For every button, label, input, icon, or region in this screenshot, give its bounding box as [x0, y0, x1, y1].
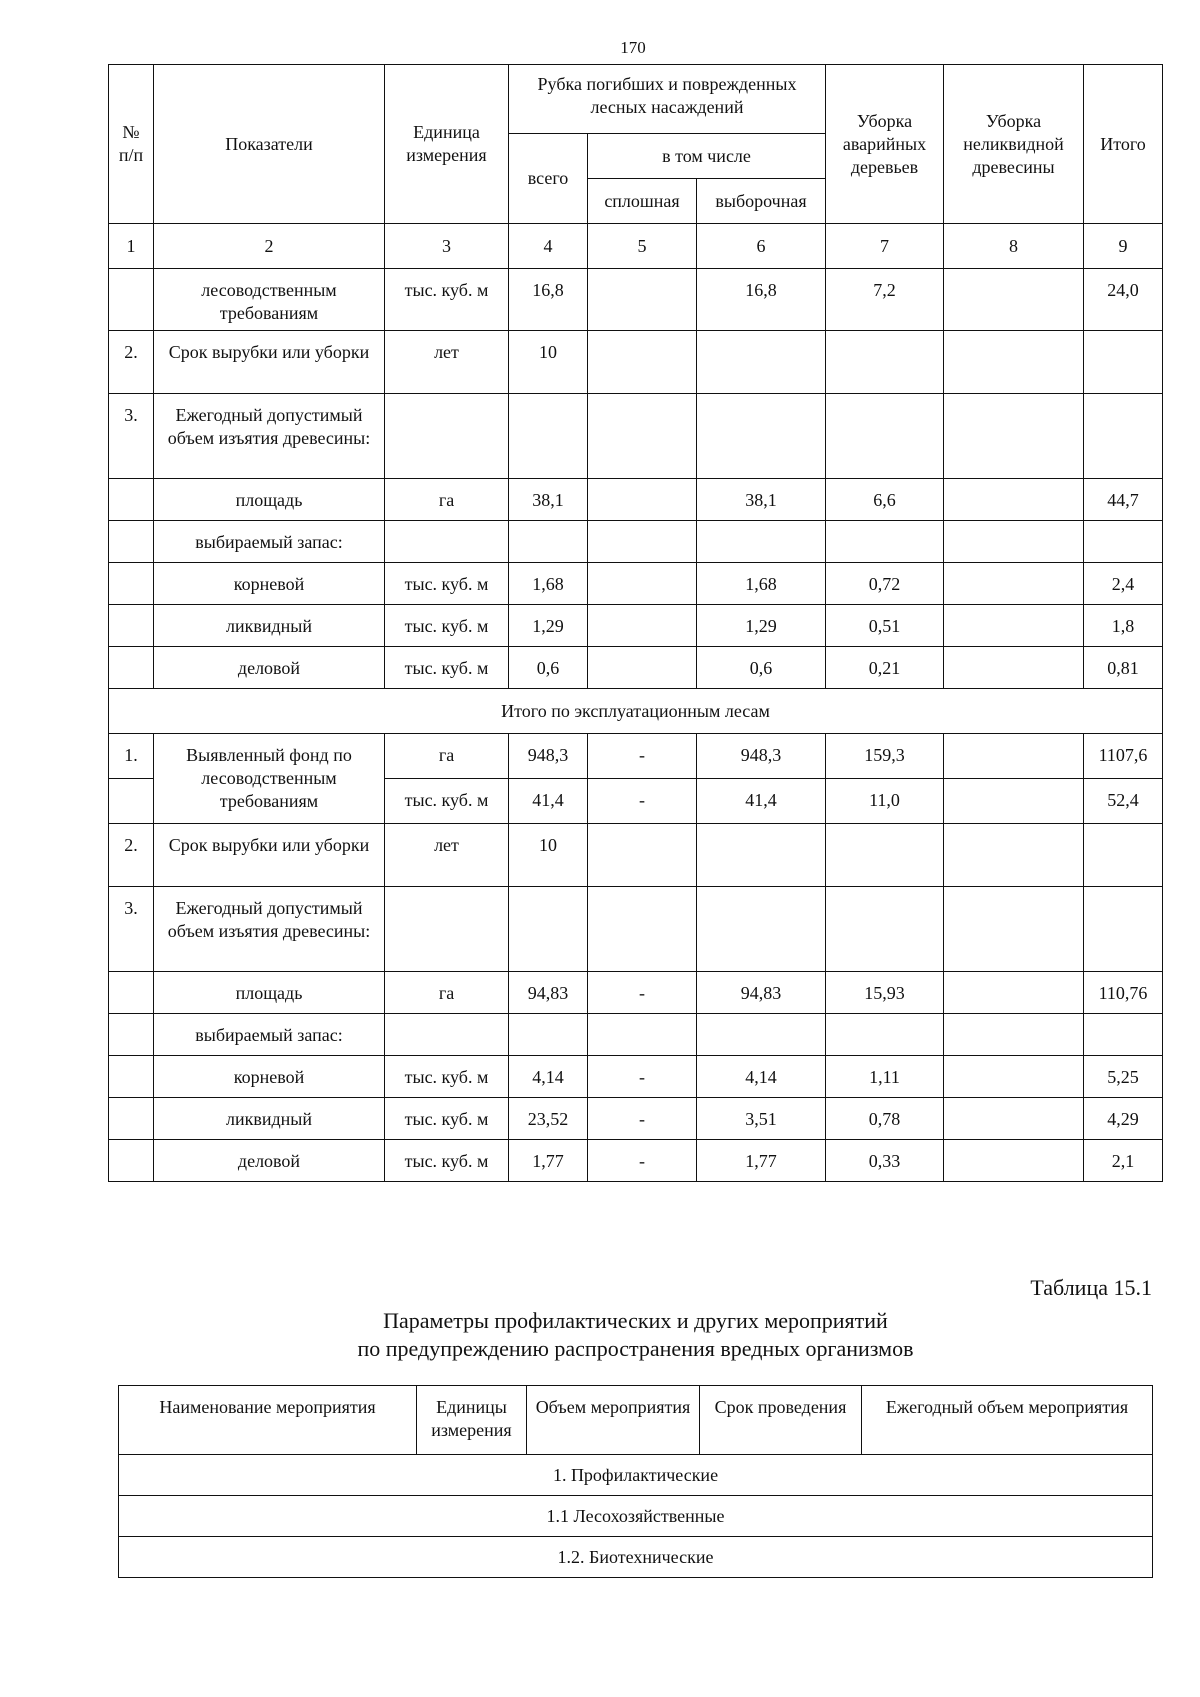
measure-category: 1.2. Биотехнические — [119, 1537, 1153, 1578]
table-row — [109, 1056, 1163, 1098]
row-unit: тыс. куб. м — [385, 1056, 509, 1098]
table-row — [109, 647, 1163, 689]
row-unit: тыс. куб. м — [385, 1140, 509, 1182]
cell-emergency — [826, 887, 944, 972]
header-felling-group: Рубка погибших и поврежденных лесных насаждений — [509, 65, 826, 134]
table-row — [109, 394, 1163, 479]
header-unit: Единица измерения — [385, 65, 509, 224]
header-measure-unit: Единицы измерения — [417, 1386, 527, 1455]
header-emergency-trees: Уборка аварийных деревьев — [826, 65, 944, 224]
table-title-line: по предупреждению распространения вредных организмов — [357, 1336, 914, 1361]
cell-emergency — [826, 331, 944, 394]
cell-selective: 1,77 — [697, 1140, 826, 1182]
col-number: 4 — [509, 224, 588, 269]
row-indicator: ликвидный — [154, 605, 385, 647]
cell-selective: 3,51 — [697, 1098, 826, 1140]
cell-clear — [588, 647, 697, 689]
row-number — [109, 521, 154, 563]
table-row — [119, 1496, 1153, 1537]
row-number — [109, 1098, 154, 1140]
row-number: 2. — [109, 824, 154, 887]
header-measure-volume: Объем мероприятия — [527, 1386, 700, 1455]
cell-selective: 948,3 — [697, 734, 826, 779]
col-number: 1 — [109, 224, 154, 269]
header-measure-annual: Ежегодный объем мероприятия — [862, 1386, 1153, 1455]
row-indicator: площадь — [154, 479, 385, 521]
cell-clear — [588, 331, 697, 394]
row-indicator: корневой — [154, 1056, 385, 1098]
cell-itogo: 5,25 — [1084, 1056, 1163, 1098]
cell-total: 38,1 — [509, 479, 588, 521]
cell-itogo — [1084, 331, 1163, 394]
col-number: 2 — [154, 224, 385, 269]
cell-itogo: 2,1 — [1084, 1140, 1163, 1182]
cell-total: 41,4 — [509, 779, 588, 824]
cell-illiquid — [944, 1140, 1084, 1182]
row-indicator: Выявленный фонд по лесоводственным требованиям — [154, 734, 385, 824]
cell-selective: 38,1 — [697, 479, 826, 521]
cell-illiquid — [944, 1056, 1084, 1098]
table-row — [119, 1537, 1153, 1578]
table-row — [109, 605, 1163, 647]
table-row — [109, 824, 1163, 887]
cell-clear — [588, 521, 697, 563]
cell-itogo: 44,7 — [1084, 479, 1163, 521]
header-total: всего — [509, 134, 588, 224]
cell-total — [509, 1014, 588, 1056]
col-number: 8 — [944, 224, 1084, 269]
cell-total: 1,77 — [509, 1140, 588, 1182]
table-row — [109, 887, 1163, 972]
cell-total: 16,8 — [509, 269, 588, 331]
cell-emergency — [826, 521, 944, 563]
row-unit: тыс. куб. м — [385, 563, 509, 605]
row-indicator: выбираемый запас: — [154, 521, 385, 563]
section-title: Итого по эксплуатационным лесам — [109, 689, 1163, 734]
cell-total: 10 — [509, 331, 588, 394]
cell-emergency — [826, 1014, 944, 1056]
row-number: 3. — [109, 887, 154, 972]
row-unit: лет — [385, 824, 509, 887]
cell-clear — [588, 269, 697, 331]
column-numbers-row — [109, 224, 1163, 269]
cell-selective: 1,68 — [697, 563, 826, 605]
cell-clear — [588, 394, 697, 479]
cell-illiquid — [944, 887, 1084, 972]
row-indicator: лесоводственным требованиям — [154, 269, 385, 331]
row-number — [109, 605, 154, 647]
col-number: 5 — [588, 224, 697, 269]
table-row — [109, 331, 1163, 394]
cell-emergency — [826, 394, 944, 479]
cell-emergency: 0,51 — [826, 605, 944, 647]
measure-category: 1.1 Лесохозяйственные — [119, 1496, 1153, 1537]
cell-itogo: 110,76 — [1084, 972, 1163, 1014]
cell-clear — [588, 887, 697, 972]
row-unit: га — [385, 972, 509, 1014]
row-number — [109, 1140, 154, 1182]
cell-itogo — [1084, 394, 1163, 479]
table-row — [109, 734, 1163, 779]
row-number — [109, 269, 154, 331]
row-number: 2. — [109, 331, 154, 394]
cell-selective: 41,4 — [697, 779, 826, 824]
header-itogo: Итого — [1084, 65, 1163, 224]
cell-selective: 1,29 — [697, 605, 826, 647]
cell-emergency: 7,2 — [826, 269, 944, 331]
cell-clear — [588, 479, 697, 521]
row-indicator: деловой — [154, 647, 385, 689]
cell-total: 23,52 — [509, 1098, 588, 1140]
row-unit: тыс. куб. м — [385, 647, 509, 689]
cell-illiquid — [944, 1014, 1084, 1056]
cell-clear: - — [588, 1056, 697, 1098]
cell-emergency — [826, 824, 944, 887]
cell-illiquid — [944, 734, 1084, 779]
header-illiquid-wood: Уборка неликвидной древесины — [944, 65, 1084, 224]
cell-illiquid — [944, 521, 1084, 563]
cell-selective — [697, 331, 826, 394]
row-number — [109, 1014, 154, 1056]
row-indicator: Срок вырубки или уборки — [154, 331, 385, 394]
measures-table — [118, 1385, 1153, 1578]
cell-emergency: 0,33 — [826, 1140, 944, 1182]
cell-total: 94,83 — [509, 972, 588, 1014]
cell-clear: - — [588, 1140, 697, 1182]
cell-clear: - — [588, 972, 697, 1014]
cell-itogo: 4,29 — [1084, 1098, 1163, 1140]
header-clear-felling: сплошная — [588, 179, 697, 224]
row-indicator: деловой — [154, 1140, 385, 1182]
table-row — [109, 972, 1163, 1014]
cell-clear: - — [588, 1098, 697, 1140]
cell-selective — [697, 1014, 826, 1056]
cell-total: 1,29 — [509, 605, 588, 647]
table-row — [109, 479, 1163, 521]
cell-illiquid — [944, 972, 1084, 1014]
cell-itogo — [1084, 824, 1163, 887]
row-unit — [385, 521, 509, 563]
table-row — [109, 1140, 1163, 1182]
cell-illiquid — [944, 563, 1084, 605]
table-row — [119, 1455, 1153, 1496]
row-indicator: площадь — [154, 972, 385, 1014]
cell-clear — [588, 1014, 697, 1056]
cell-selective — [697, 394, 826, 479]
table-row — [109, 521, 1163, 563]
table-caption: Таблица 15.1 — [1030, 1275, 1152, 1300]
cell-total: 948,3 — [509, 734, 588, 779]
cell-emergency: 11,0 — [826, 779, 944, 824]
cell-emergency: 0,72 — [826, 563, 944, 605]
cell-itogo — [1084, 521, 1163, 563]
header-including: в том числе — [588, 134, 826, 179]
cell-total — [509, 394, 588, 479]
table-title — [120, 1307, 1151, 1363]
cell-total: 4,14 — [509, 1056, 588, 1098]
cell-clear — [588, 563, 697, 605]
col-number: 6 — [697, 224, 826, 269]
cell-total — [509, 887, 588, 972]
col-number: 9 — [1084, 224, 1163, 269]
row-number: 1. — [109, 734, 154, 779]
row-indicator: Ежегодный допустимый объем изъятия древесины: — [154, 394, 385, 479]
col-number: 7 — [826, 224, 944, 269]
cell-illiquid — [944, 824, 1084, 887]
cell-itogo — [1084, 1014, 1163, 1056]
row-indicator: Срок вырубки или уборки — [154, 824, 385, 887]
forest-data-table — [108, 64, 1163, 1182]
cell-emergency: 0,78 — [826, 1098, 944, 1140]
row-indicator: ликвидный — [154, 1098, 385, 1140]
cell-itogo: 0,81 — [1084, 647, 1163, 689]
cell-itogo: 24,0 — [1084, 269, 1163, 331]
cell-selective: 0,6 — [697, 647, 826, 689]
row-unit — [385, 887, 509, 972]
cell-emergency: 1,11 — [826, 1056, 944, 1098]
row-unit: тыс. куб. м — [385, 779, 509, 824]
cell-emergency: 15,93 — [826, 972, 944, 1014]
cell-total: 10 — [509, 824, 588, 887]
cell-emergency: 0,21 — [826, 647, 944, 689]
cell-total — [509, 521, 588, 563]
cell-itogo — [1084, 887, 1163, 972]
cell-illiquid — [944, 331, 1084, 394]
header-num: № п/п — [109, 65, 154, 224]
cell-clear — [588, 824, 697, 887]
row-number — [109, 972, 154, 1014]
row-number — [109, 647, 154, 689]
cell-total: 1,68 — [509, 563, 588, 605]
cell-selective — [697, 887, 826, 972]
row-unit: га — [385, 479, 509, 521]
table-title-line: Параметры профилактических и других мероприятий — [383, 1308, 888, 1333]
col-number: 3 — [385, 224, 509, 269]
row-unit — [385, 1014, 509, 1056]
cell-selective — [697, 824, 826, 887]
row-number: 3. — [109, 394, 154, 479]
cell-itogo: 1107,6 — [1084, 734, 1163, 779]
row-indicator: корневой — [154, 563, 385, 605]
row-indicator: выбираемый запас: — [154, 1014, 385, 1056]
row-number — [109, 479, 154, 521]
row-unit: тыс. куб. м — [385, 269, 509, 331]
table-row — [109, 269, 1163, 331]
row-unit — [385, 394, 509, 479]
header-measure-name: Наименование мероприятия — [119, 1386, 417, 1455]
cell-itogo: 52,4 — [1084, 779, 1163, 824]
row-unit: лет — [385, 331, 509, 394]
cell-clear: - — [588, 734, 697, 779]
page-number: 170 — [620, 38, 646, 57]
cell-selective — [697, 521, 826, 563]
cell-illiquid — [944, 779, 1084, 824]
cell-illiquid — [944, 394, 1084, 479]
row-unit: тыс. куб. м — [385, 1098, 509, 1140]
row-unit: га — [385, 734, 509, 779]
cell-selective: 94,83 — [697, 972, 826, 1014]
measure-category: 1. Профилактические — [119, 1455, 1153, 1496]
cell-illiquid — [944, 479, 1084, 521]
cell-clear: - — [588, 779, 697, 824]
header-selective-felling: выборочная — [697, 179, 826, 224]
cell-illiquid — [944, 647, 1084, 689]
cell-clear — [588, 605, 697, 647]
header-indicators: Показатели — [154, 65, 385, 224]
header-measure-term: Срок проведения — [700, 1386, 862, 1455]
table-row — [109, 563, 1163, 605]
row-unit: тыс. куб. м — [385, 605, 509, 647]
cell-emergency: 6,6 — [826, 479, 944, 521]
table-row — [109, 1014, 1163, 1056]
row-indicator: Ежегодный допустимый объем изъятия древесины: — [154, 887, 385, 972]
table-row — [109, 1098, 1163, 1140]
cell-itogo: 2,4 — [1084, 563, 1163, 605]
cell-illiquid — [944, 1098, 1084, 1140]
cell-selective: 16,8 — [697, 269, 826, 331]
row-number — [109, 1056, 154, 1098]
cell-itogo: 1,8 — [1084, 605, 1163, 647]
cell-illiquid — [944, 269, 1084, 331]
row-number — [109, 563, 154, 605]
cell-emergency: 159,3 — [826, 734, 944, 779]
cell-selective: 4,14 — [697, 1056, 826, 1098]
cell-illiquid — [944, 605, 1084, 647]
cell-total: 0,6 — [509, 647, 588, 689]
row-number — [109, 779, 154, 824]
